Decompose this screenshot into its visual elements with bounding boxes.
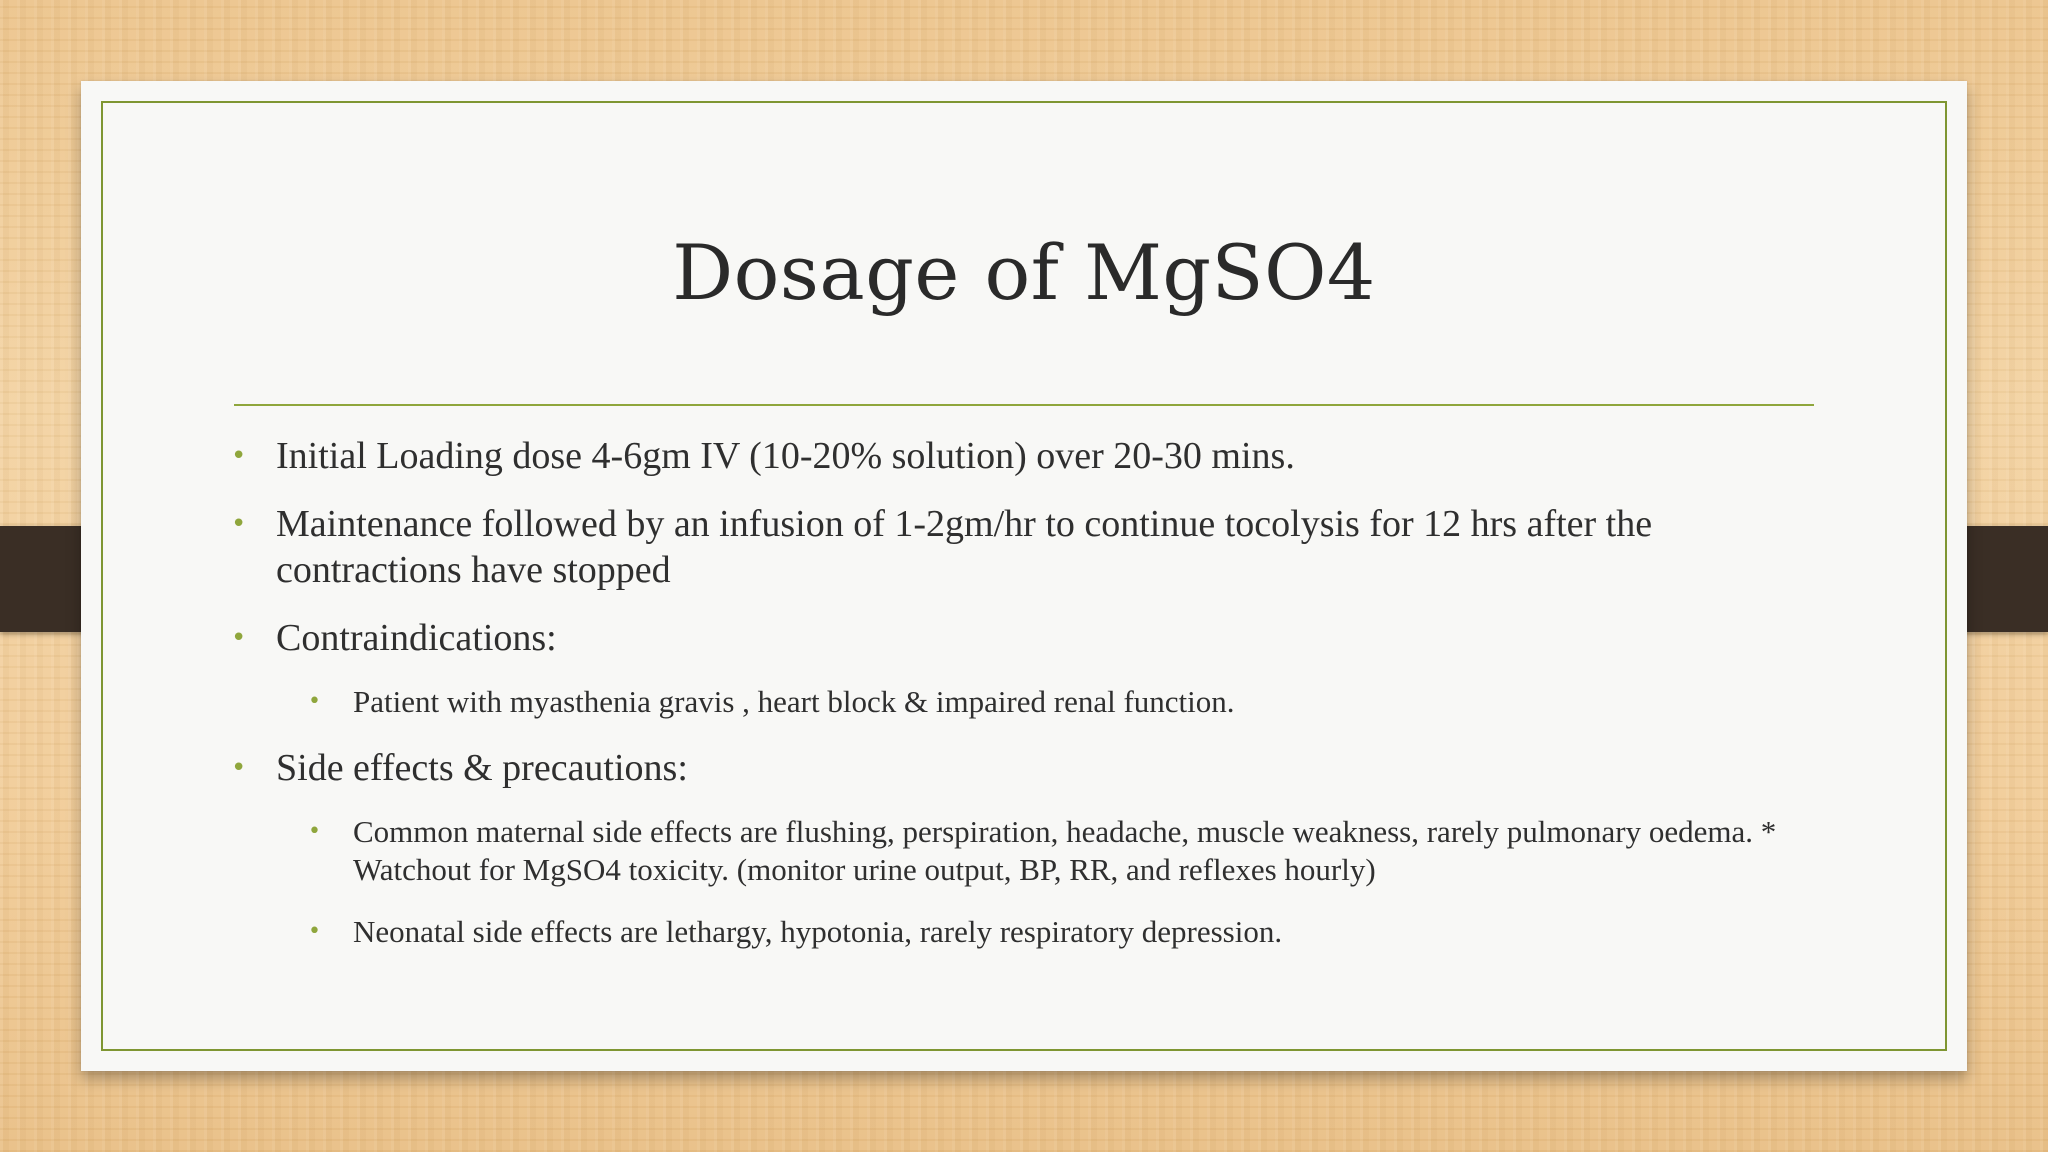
sub-bullet-text: Neonatal side effects are lethargy, hypotonia, rarely respiratory depression. — [353, 914, 1283, 949]
bullet-icon: • — [231, 441, 247, 471]
bullet-icon: • — [308, 819, 321, 844]
slide-card — [81, 81, 1967, 1071]
slide-title: Dosage of MgSO4 — [672, 228, 1376, 317]
bullet-item — [231, 433, 1831, 479]
bullet-item — [231, 745, 1831, 791]
bullet-icon: • — [308, 689, 321, 714]
sub-bullet-item — [308, 813, 1831, 889]
bullet-text: Maintenance followed by an infusion of 1-2gm/hr to continue tocolysis for 12 hrs after the contractions have stopped — [276, 503, 1653, 591]
bullet-text: Initial Loading dose 4-6gm IV (10-20% solution) over 20-30 mins. — [276, 435, 1295, 477]
bullet-text: Side effects & precautions: — [276, 747, 688, 789]
sub-bullet-text: Common maternal side effects are flushing, perspiration, headache, muscle weakness, rarely pulmonary oedema. * Watchout for MgSO4 toxicity. (monitor urine output, BP, RR, and reflexes hourly) — [353, 814, 1777, 887]
title-divider — [234, 404, 1814, 406]
bullet-item — [231, 615, 1831, 661]
sub-bullet-text: Patient with myasthenia gravis , heart block & impaired renal function. — [353, 684, 1235, 719]
bullet-icon: • — [308, 919, 321, 944]
bullet-list — [231, 433, 1831, 975]
sub-bullet-item — [308, 683, 1831, 721]
bullet-icon: • — [231, 753, 247, 783]
bullet-text: Contraindications: — [276, 617, 557, 659]
sub-bullet-item — [308, 913, 1831, 951]
bullet-icon: • — [231, 623, 247, 653]
bullet-item — [231, 501, 1831, 593]
bullet-icon: • — [231, 509, 247, 539]
